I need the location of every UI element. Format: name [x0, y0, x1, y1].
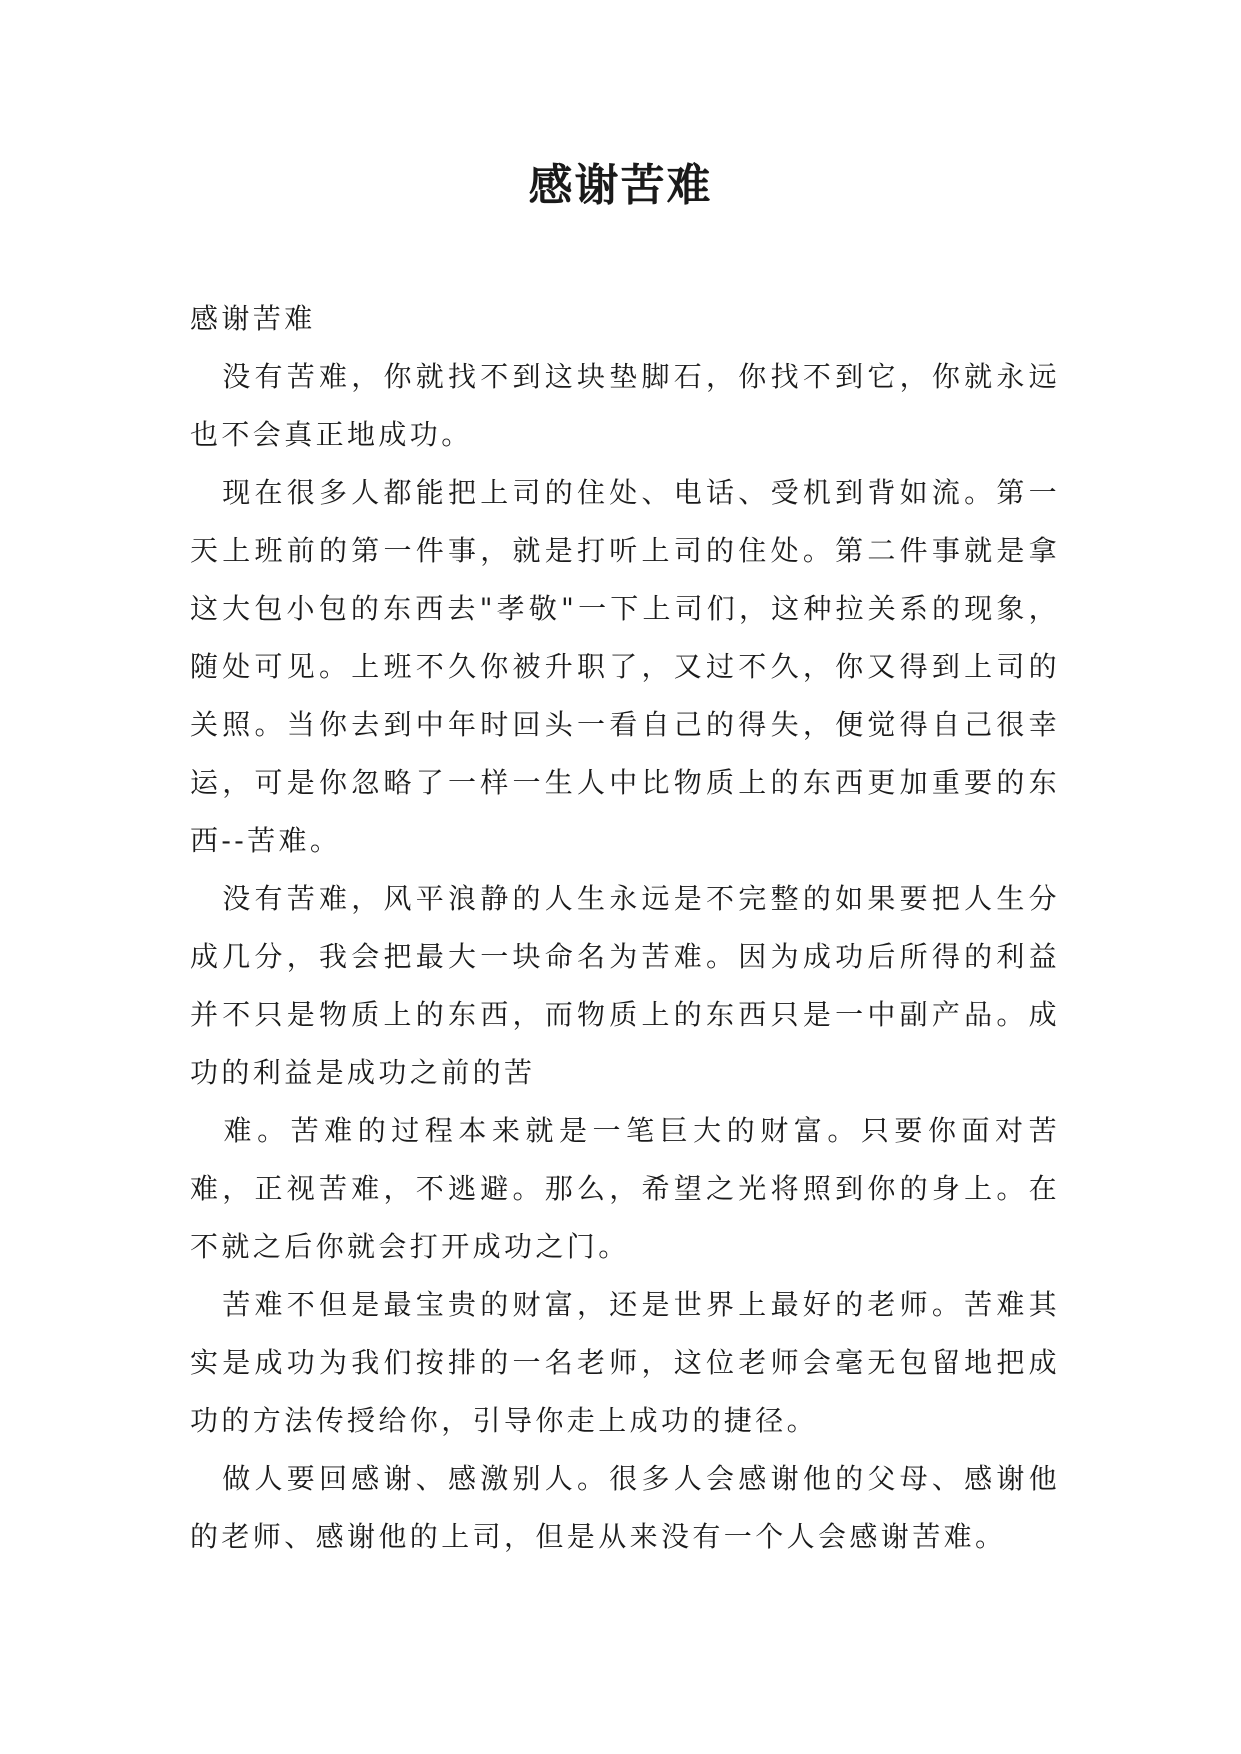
paragraph-2: 现在很多人都能把上司的住处、电话、受机到背如流。第一天上班前的第一件事，就是打听上司的住处。第二件事就是拿这大包小包的东西去"孝敬"一下上司们，这种拉关系的现象，随处可见。上班不久你被升职了，又过不久，你又得到上司的关照。当你去到中年时回头一看自己的得失，便觉得自己很幸运，可是你忽略了一样一生人中比物质上的东西更加重要的东西--苦难。	[190, 476, 1060, 857]
document-title: 感谢苦难	[528, 160, 713, 211]
document-body	[190, 290, 1060, 1566]
document-subtitle: 感谢苦难	[190, 302, 316, 335]
paragraph-6: 做人要回感谢、感激别人。很多人会感谢他的父母、感谢他的老师、感谢他的上司，但是从来没有一个人会感谢苦难。	[190, 1462, 1060, 1553]
paragraph-4: 难。苦难的过程本来就是一笔巨大的财富。只要你面对苦难，正视苦难，不逃避。那么，希望之光将照到你的身上。在不就之后你就会打开成功之门。	[190, 1114, 1060, 1263]
paragraph-1: 没有苦难，你就找不到这块垫脚石，你找不到它，你就永远也不会真正地成功。	[190, 360, 1060, 451]
paragraph-5: 苦难不但是最宝贵的财富，还是世界上最好的老师。苦难其实是成功为我们按排的一名老师，这位老师会毫无包留地把成功的方法传授给你，引导你走上成功的捷径。	[190, 1288, 1060, 1437]
paragraph-3: 没有苦难，风平浪静的人生永远是不完整的如果要把人生分成几分，我会把最大一块命名为苦难。因为成功后所得的利益并不只是物质上的东西，而物质上的东西只是一中副产品。成功的利益是成功之前的苦	[190, 882, 1060, 1089]
